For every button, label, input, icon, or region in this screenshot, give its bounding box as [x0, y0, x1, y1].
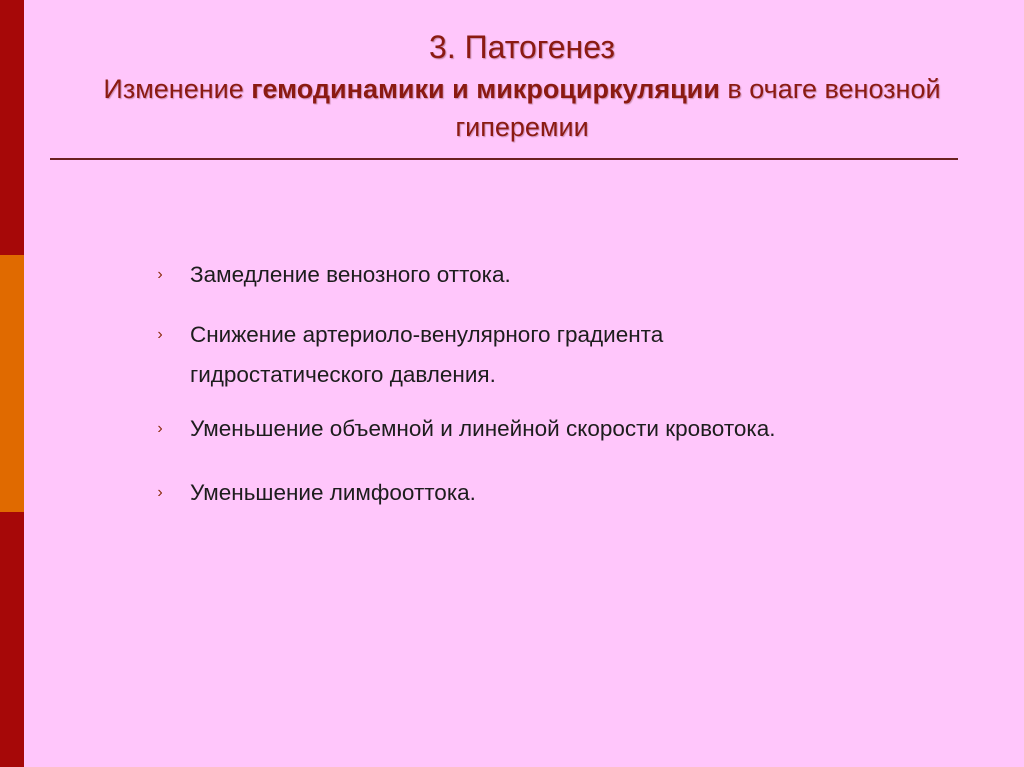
bullet-text: Уменьшение объемной и линейной скорости кровотока.	[190, 416, 776, 441]
bullet-item	[150, 315, 830, 395]
bullet-text: Снижение артериоло-венулярного градиента гидростатического давления.	[190, 322, 664, 387]
title-divider	[50, 158, 958, 160]
subtitle-part2: в очаге венозной гиперемии	[455, 74, 941, 142]
left-sidebar-accent	[0, 255, 24, 512]
bullet-list	[150, 255, 970, 513]
bullet-item	[150, 255, 970, 295]
bullet-item	[150, 409, 970, 449]
bullet-text: Уменьшение лимфооттока.	[190, 480, 476, 505]
bullet-item	[150, 473, 970, 513]
chevron-right-icon: ›	[157, 420, 163, 437]
slide-subtitle	[60, 70, 984, 146]
chevron-right-icon: ›	[157, 484, 163, 501]
subtitle-part1: Изменение	[103, 74, 252, 104]
bullet-text: Замедление венозного оттока.	[190, 262, 511, 287]
chevron-right-icon: ›	[157, 326, 163, 343]
slide-title: 3. Патогенез	[429, 29, 615, 65]
chevron-right-icon: ›	[157, 266, 163, 283]
title-block	[60, 28, 984, 146]
subtitle-bold: гемодинамики и микроциркуляции	[251, 74, 720, 104]
